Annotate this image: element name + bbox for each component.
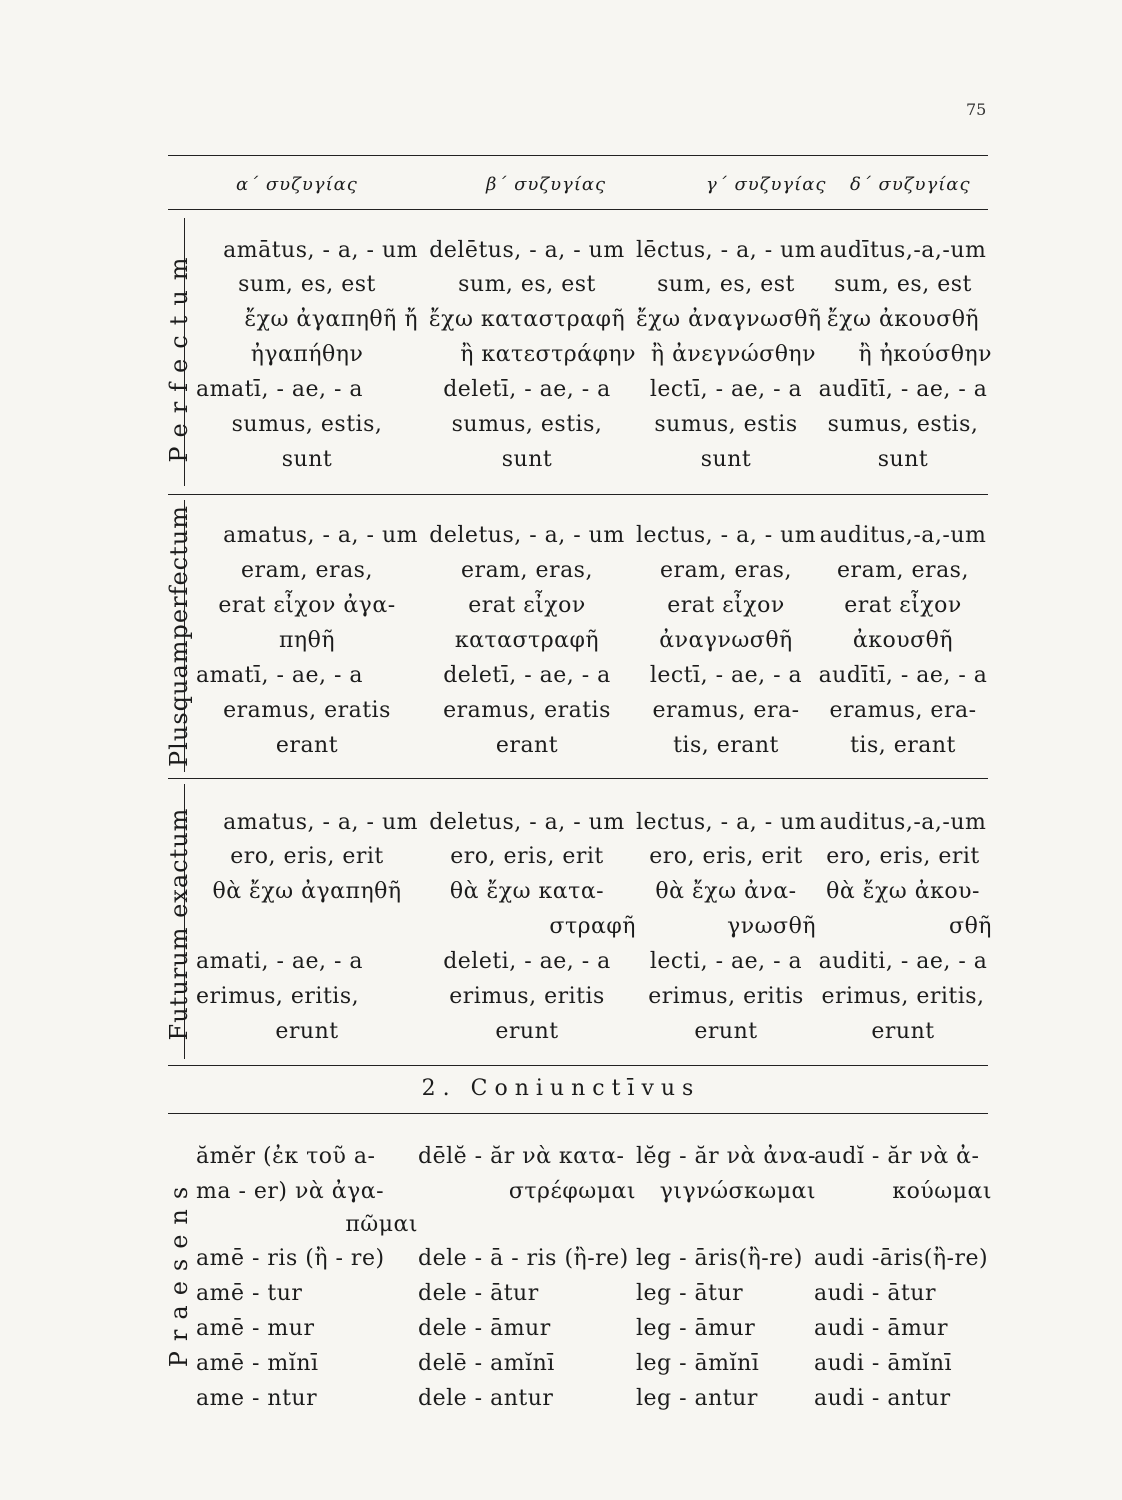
cell: audītī, - ae, - a: [818, 663, 988, 688]
cell: deletī, - ae, - a: [443, 377, 611, 402]
cell: ma - er) νὰ ἀγα-: [196, 1179, 385, 1204]
table-row: [0, 1382, 1122, 1416]
cell: auditi, - ae, - a: [818, 949, 988, 974]
cell: dele - ā - ris (ἢ-re): [418, 1246, 629, 1271]
cell: auditus,-a,-um: [819, 810, 987, 835]
cell: audĭ - ăr νὰ ἀ-: [814, 1144, 980, 1169]
table-row: [0, 373, 1122, 407]
table-row: [0, 1347, 1122, 1381]
cell: erant: [495, 733, 559, 758]
cell: tis, erant: [850, 733, 956, 758]
table-row: [0, 910, 1122, 944]
table-row: [0, 519, 1122, 553]
cell: κούωμαι: [892, 1179, 992, 1204]
cell: erimus, eritis: [648, 984, 804, 1009]
rule-header: [168, 209, 988, 210]
cell: θὰ ἔχω ἀνα-: [655, 879, 797, 904]
cell: erimus, eritis,: [196, 984, 360, 1009]
table-row: [0, 443, 1122, 477]
cell: erat εἶχον ἀγα-: [218, 593, 396, 618]
cell: sunt: [501, 447, 553, 472]
cell: ero, eris, erit: [450, 844, 604, 869]
table-row: [0, 408, 1122, 442]
cell: ἔχω ἀκουσθῆ: [826, 307, 980, 332]
cell: ame - ntur: [196, 1386, 318, 1411]
table-row: [0, 1015, 1122, 1049]
cell: σθῆ: [949, 914, 992, 939]
cell: amatus, - a, - um: [223, 810, 418, 835]
cell: eram, eras,: [837, 558, 969, 583]
cell: ero, eris, erit: [649, 844, 803, 869]
cell: lēctus, - a, - um: [636, 238, 817, 263]
cell: audi - āmur: [814, 1316, 948, 1341]
table-row: [0, 624, 1122, 658]
cell: amē - mur: [196, 1316, 315, 1341]
cell: erat εἶχον: [667, 593, 785, 618]
cell: sunt: [700, 447, 752, 472]
cell: sum, es, est: [834, 272, 972, 297]
cell: deletus, - a, - um: [429, 810, 625, 835]
cell: lectī, - ae, - a: [649, 377, 803, 402]
cell: ămĕr (ἐκ τοῦ a-: [196, 1144, 376, 1169]
cell: audītus,-a,-um: [819, 238, 987, 263]
cell: sum, es, est: [657, 272, 795, 297]
rule-perfectum: [168, 494, 988, 495]
cell: audi - ātur: [814, 1281, 936, 1306]
cell: sunt: [877, 447, 929, 472]
cell: sumus, estis,: [451, 412, 603, 437]
cell: leg - ātur: [636, 1281, 744, 1306]
cell: deleti, - ae, - a: [443, 949, 611, 974]
cell: deletī, - ae, - a: [443, 663, 611, 688]
cell: eram, eras,: [241, 558, 373, 583]
table-row: [0, 234, 1122, 268]
cell: erunt: [694, 1019, 758, 1044]
cell: erat εἶχον: [468, 593, 586, 618]
rule-futurum: [168, 1065, 988, 1066]
table-row: [0, 303, 1122, 337]
cell: erat εἶχον: [844, 593, 962, 618]
cell: θὰ ἔχω ἀγαπηθῆ: [212, 879, 402, 904]
cell: erunt: [275, 1019, 339, 1044]
cell: eram, eras,: [660, 558, 792, 583]
cell: καταστραφῆ: [454, 628, 600, 653]
cell: ero, eris, erit: [230, 844, 384, 869]
col-header-3: γ΄ συζυγίας: [706, 174, 827, 195]
table-row: [0, 980, 1122, 1014]
cell: ἀκουσθῆ: [852, 628, 954, 653]
cell: erunt: [871, 1019, 935, 1044]
cell: amātus, - a, - um: [223, 238, 418, 263]
cell: sumus, estis: [654, 412, 798, 437]
cell: lectus, - a, - um: [636, 810, 817, 835]
cell: στρέφωμαι: [508, 1179, 636, 1204]
cell: eramus, era-: [829, 698, 977, 723]
cell: dele - ātur: [418, 1281, 539, 1306]
table-row: [0, 840, 1122, 874]
cell: amatī, - ae, - a: [196, 377, 364, 402]
table-row: [0, 338, 1122, 372]
cell: eramus, eratis: [443, 698, 611, 723]
table-row: [0, 729, 1122, 763]
table-row: [0, 589, 1122, 623]
side-label-perfectum: Perfectum: [165, 247, 193, 463]
cell: erunt: [495, 1019, 559, 1044]
cell: delē - amĭnī: [418, 1351, 555, 1376]
cell: ἔχω καταστραφῆ: [428, 307, 626, 332]
cell: audi -āris(ἢ-re): [814, 1246, 989, 1271]
cell: deletus, - a, - um: [429, 523, 625, 548]
cell: sumus, estis,: [231, 412, 383, 437]
rule-coniunctivus: [168, 1113, 988, 1114]
cell: ἠγαπήθην: [250, 342, 364, 367]
col-header-2: β΄ συζυγίας: [486, 174, 607, 195]
cell: audi - antur: [814, 1386, 951, 1411]
cell: lecti, - ae, - a: [649, 949, 803, 974]
cell: amē - mĭnī: [196, 1351, 319, 1376]
col-header-4: δ΄ συζυγίας: [850, 174, 971, 195]
subheading-coniunctivus: 2. Coniunctīvus: [421, 1076, 701, 1101]
cell: στραφῆ: [549, 914, 636, 939]
cell: dele - āmur: [418, 1316, 551, 1341]
table-row: [0, 945, 1122, 979]
table-row: [0, 268, 1122, 302]
cell: ἀναγνωσθῆ: [659, 628, 793, 653]
cell: πηθῆ: [278, 628, 336, 653]
cell: dele - antur: [418, 1386, 554, 1411]
cell: θὰ ἔχω κατα-: [449, 879, 605, 904]
table-row: [0, 694, 1122, 728]
cell: erant: [275, 733, 339, 758]
side-label-praesens: Praesens: [165, 1176, 193, 1368]
cell: auditus,-a,-um: [819, 523, 987, 548]
cell: eram, eras,: [461, 558, 593, 583]
cell: audītī, - ae, - a: [818, 377, 988, 402]
cell: ero, eris, erit: [826, 844, 980, 869]
table-row: [0, 659, 1122, 693]
cell: θὰ ἔχω ἀκου-: [826, 879, 980, 904]
table-row: [0, 1175, 1122, 1209]
cell: eramus, eratis: [223, 698, 391, 723]
cell: amē - ris (ἢ - re): [196, 1246, 385, 1271]
table-row: [0, 1208, 1122, 1242]
cell: amatī, - ae, - a: [196, 663, 364, 688]
table-row: [0, 875, 1122, 909]
rule-top: [168, 155, 988, 156]
cell: sunt: [281, 447, 333, 472]
cell: lĕg - ăr νὰ ἀνα-: [636, 1144, 816, 1169]
side-label-plusquamperfectum: Plusquamperfectum: [165, 505, 193, 767]
rule-plusquam: [168, 778, 988, 779]
cell: erimus, eritis: [449, 984, 605, 1009]
table-row: [0, 554, 1122, 588]
cell: sum, es, est: [458, 272, 596, 297]
cell: γιγνώσκωμαι: [659, 1179, 816, 1204]
cell: ἢ ἠκούσθην: [858, 342, 992, 367]
table-row: [0, 1312, 1122, 1346]
cell: delētus, - a, - um: [429, 238, 625, 263]
cell: amē - tur: [196, 1281, 303, 1306]
cell: leg - āmur: [636, 1316, 756, 1341]
cell: γνωσθῆ: [727, 914, 816, 939]
cell: sumus, estis,: [827, 412, 979, 437]
cell: sum, es, est: [238, 272, 376, 297]
cell: leg - antur: [636, 1386, 758, 1411]
cell: leg - āris(ἢ-re): [636, 1246, 803, 1271]
cell: lectī, - ae, - a: [649, 663, 803, 688]
col-header-1: α΄ συζυγίας: [236, 174, 358, 195]
cell: dēlĕ - ăr νὰ κατα-: [418, 1144, 625, 1169]
cell: amatus, - a, - um: [223, 523, 418, 548]
cell: eramus, era-: [652, 698, 800, 723]
cell: tis, erant: [673, 733, 779, 758]
table-row: [0, 1140, 1122, 1174]
cell: erimus, eritis,: [821, 984, 985, 1009]
cell: lectus, - a, - um: [636, 523, 817, 548]
side-label-futurum-exactum: Futurum exactum: [165, 807, 193, 1041]
table-row: [0, 806, 1122, 840]
cell: leg - āmĭnī: [636, 1351, 760, 1376]
table-row: [0, 1242, 1122, 1276]
page-number: 75: [966, 100, 987, 119]
cell: ἢ κατεστράφην: [460, 342, 636, 367]
cell: πῶμαι: [345, 1212, 418, 1237]
table-row: [0, 1277, 1122, 1311]
cell: audi - āmĭnī: [814, 1351, 953, 1376]
cell: ἔχω ἀναγνωσθῆ: [636, 307, 822, 332]
cell: ἔχω ἀγαπηθῆ ἤ: [244, 307, 418, 332]
cell: amati, - ae, - a: [196, 949, 364, 974]
cell: ἢ ἀνεγνώσθην: [650, 342, 816, 367]
